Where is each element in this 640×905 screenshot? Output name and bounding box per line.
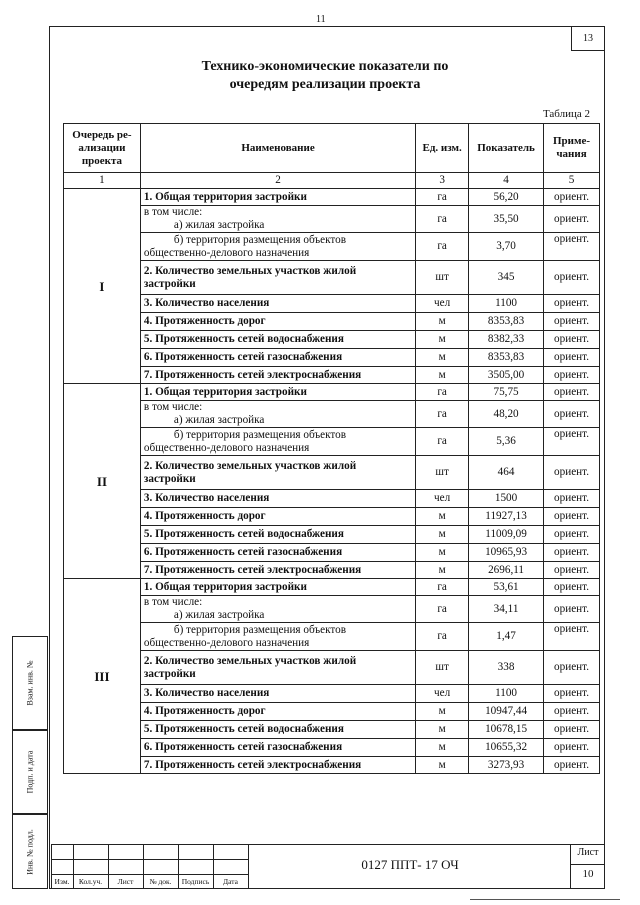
table-row (64, 579, 600, 596)
stamp-col-date: Дата (223, 877, 238, 886)
note-cell: ориент. (544, 703, 600, 721)
indicator-label: в том числе: (143, 206, 203, 218)
unit-cell: га (416, 428, 469, 456)
header-stage: Очередь ре- ализации проекта (64, 124, 141, 173)
value-cell: 34,11 (469, 596, 544, 623)
indicator-label: 6. Протяженность сетей газоснабжения (143, 351, 343, 363)
indicator-label: 3. Количество населения (143, 687, 270, 699)
table-row (64, 313, 600, 331)
indicator-label: застройки (143, 277, 196, 290)
table-label: Таблица 2 (542, 108, 590, 120)
indicator-name (140, 313, 415, 331)
indicator-name (140, 233, 415, 261)
unit-cell: чел (416, 490, 469, 508)
unit-cell: шт (416, 261, 469, 295)
indicator-label: 4. Протяженность дорог (143, 315, 266, 327)
top-page-number: 11 (316, 14, 326, 25)
indicators-table (63, 123, 600, 774)
indicator-label: 1. Общая территория застройки (143, 385, 307, 398)
value-cell: 345 (469, 261, 544, 295)
table-row (64, 401, 600, 428)
note-cell: ориент. (544, 456, 600, 490)
unit-cell: м (416, 544, 469, 562)
header-notes: Приме- чания (544, 124, 600, 173)
note-cell: ориент. (544, 579, 600, 596)
value-cell: 56,20 (469, 189, 544, 206)
value-cell: 1100 (469, 685, 544, 703)
indicator-label: 1. Общая территория застройки (143, 190, 307, 203)
indicator-label: б) территория размещения объектов (173, 428, 347, 441)
value-cell: 464 (469, 456, 544, 490)
col-number: 5 (544, 173, 600, 189)
indicator-name (140, 739, 415, 757)
indicator-label: в том числе: (143, 401, 203, 413)
note-cell: ориент. (544, 401, 600, 428)
indicator-name (140, 685, 415, 703)
title-line-1: Технико-экономические показатели по (201, 59, 449, 74)
indicator-label: 5. Протяженность сетей водоснабжения (143, 528, 344, 540)
value-cell: 3273,93 (469, 757, 544, 774)
indicator-label: а) жилая застройка (173, 609, 265, 621)
note-cell: ориент. (544, 233, 600, 261)
header-unit: Ед. изм. (416, 124, 469, 173)
value-cell: 10965,93 (469, 544, 544, 562)
sheet-number: 10 (582, 868, 594, 880)
unit-cell: м (416, 508, 469, 526)
indicator-label: 4. Протяженность дорог (143, 705, 266, 717)
unit-cell: м (416, 562, 469, 579)
table-row (64, 206, 600, 233)
stamp-col-sign: Подпись (181, 877, 210, 886)
value-cell: 1100 (469, 295, 544, 313)
unit-cell: чел (416, 295, 469, 313)
indicator-name (140, 490, 415, 508)
unit-cell: чел (416, 685, 469, 703)
table-row (64, 295, 600, 313)
note-cell: ориент. (544, 721, 600, 739)
document-title (120, 58, 530, 94)
stage-cell: I (64, 189, 141, 384)
indicator-label: 2. Количество земельных участков жилой (143, 264, 357, 277)
unit-cell: м (416, 331, 469, 349)
indicator-label: а) жилая застройка (173, 414, 265, 426)
note-cell: ориент. (544, 331, 600, 349)
indicator-name (140, 596, 415, 623)
document-code: 0127 ППТ- 17 ОЧ (361, 857, 459, 872)
indicator-label: 7. Протяженность сетей электроснабжения (143, 563, 362, 576)
col-number: 2 (140, 173, 415, 189)
indicator-name (140, 331, 415, 349)
note-cell: ориент. (544, 384, 600, 401)
indicator-label: 1. Общая территория застройки (143, 580, 307, 593)
note-cell: ориент. (544, 261, 600, 295)
side-label: Взам. инв. № (25, 660, 35, 706)
unit-cell: м (416, 739, 469, 757)
unit-cell: га (416, 206, 469, 233)
side-label: Подп. и дата (25, 750, 35, 794)
indicator-label: 7. Протяженность сетей электроснабжения (143, 368, 362, 381)
value-cell: 10947,44 (469, 703, 544, 721)
indicator-name (140, 295, 415, 313)
note-cell: ориент. (544, 651, 600, 685)
unit-cell: га (416, 189, 469, 206)
value-cell: 35,50 (469, 206, 544, 233)
table-row (64, 562, 600, 579)
unit-cell: га (416, 233, 469, 261)
value-cell: 8353,83 (469, 349, 544, 367)
value-cell: 10655,32 (469, 739, 544, 757)
value-cell: 2696,11 (469, 562, 544, 579)
indicator-name (140, 579, 415, 596)
indicator-name (140, 703, 415, 721)
value-cell: 75,75 (469, 384, 544, 401)
note-cell: ориент. (544, 757, 600, 774)
indicator-label: общественно-делового назначения (143, 636, 310, 649)
indicator-label: 3. Количество населения (143, 297, 270, 309)
unit-cell: шт (416, 456, 469, 490)
table-row (64, 261, 600, 295)
note-cell: ориент. (544, 367, 600, 384)
value-cell: 338 (469, 651, 544, 685)
value-cell: 8382,33 (469, 331, 544, 349)
table-row (64, 233, 600, 261)
value-cell: 53,61 (469, 579, 544, 596)
indicator-name (140, 428, 415, 456)
indicator-name (140, 367, 415, 384)
side-inv-zam (12, 636, 48, 730)
stage-cell: II (64, 384, 141, 579)
table-row (64, 685, 600, 703)
unit-cell: га (416, 623, 469, 651)
note-cell: ориент. (544, 544, 600, 562)
table-row (64, 757, 600, 774)
indicator-name (140, 508, 415, 526)
indicator-name (140, 189, 415, 206)
note-cell: ориент. (544, 349, 600, 367)
unit-cell: м (416, 721, 469, 739)
value-cell: 11009,09 (469, 526, 544, 544)
note-cell: ориент. (544, 739, 600, 757)
header-name: Наименование (140, 124, 415, 173)
unit-cell: шт (416, 651, 469, 685)
indicator-label: б) территория размещения объектов (173, 233, 347, 246)
unit-cell: м (416, 313, 469, 331)
header-row (64, 124, 600, 173)
indicator-name (140, 456, 415, 490)
table-row (64, 490, 600, 508)
indicator-label: в том числе: (143, 596, 203, 608)
value-cell: 5,36 (469, 428, 544, 456)
indicator-name (140, 721, 415, 739)
indicator-name (140, 562, 415, 579)
table-row (64, 456, 600, 490)
note-cell: ориент. (544, 526, 600, 544)
table-row (64, 349, 600, 367)
value-cell: 3,70 (469, 233, 544, 261)
indicator-label: 6. Протяженность сетей газоснабжения (143, 741, 343, 753)
side-inv-podl (12, 814, 48, 889)
indicator-label: 7. Протяженность сетей электроснабжения (143, 758, 362, 771)
indicator-name (140, 526, 415, 544)
indicator-name (140, 349, 415, 367)
indicator-name (140, 384, 415, 401)
note-cell: ориент. (544, 685, 600, 703)
note-cell: ориент. (544, 206, 600, 233)
table-row (64, 331, 600, 349)
table-row (64, 703, 600, 721)
unit-cell: м (416, 703, 469, 721)
indicator-label: 2. Количество земельных участков жилой (143, 459, 357, 472)
unit-cell: м (416, 349, 469, 367)
header-value: Показатель (469, 124, 544, 173)
indicator-label: 5. Протяженность сетей водоснабжения (143, 723, 344, 735)
indicator-label: 6. Протяженность сетей газоснабжения (143, 546, 343, 558)
indicator-name (140, 206, 415, 233)
indicator-name (140, 623, 415, 651)
indicator-name (140, 651, 415, 685)
unit-cell: м (416, 757, 469, 774)
value-cell: 1500 (469, 490, 544, 508)
table-row (64, 367, 600, 384)
value-cell: 3505,00 (469, 367, 544, 384)
table-row (64, 721, 600, 739)
value-cell: 11927,13 (469, 508, 544, 526)
table-row (64, 428, 600, 456)
note-cell: ориент. (544, 428, 600, 456)
indicator-name (140, 401, 415, 428)
col-number: 3 (416, 173, 469, 189)
indicator-label: застройки (143, 472, 196, 485)
table-row (64, 739, 600, 757)
note-cell: ориент. (544, 508, 600, 526)
col-number: 1 (64, 173, 141, 189)
unit-cell: га (416, 401, 469, 428)
table-row (64, 651, 600, 685)
indicator-label: общественно-делового назначения (143, 246, 310, 259)
note-cell: ориент. (544, 313, 600, 331)
stamp-col-kol: Кол.уч. (78, 877, 103, 886)
value-cell: 48,20 (469, 401, 544, 428)
stamp-col-izm: Изм. (54, 877, 70, 886)
column-numbers-row (64, 173, 600, 189)
indicator-label: б) территория размещения объектов (173, 623, 347, 636)
page-number-box: 13 (571, 26, 604, 51)
stage-cell: III (64, 579, 141, 774)
note-cell: ориент. (544, 623, 600, 651)
sheet-label: Лист (577, 847, 599, 858)
value-cell: 10678,15 (469, 721, 544, 739)
value-cell: 8353,83 (469, 313, 544, 331)
table-row (64, 596, 600, 623)
indicator-label: застройки (143, 667, 196, 680)
indicator-label: общественно-делового назначения (143, 441, 310, 454)
col-number: 4 (469, 173, 544, 189)
unit-cell: м (416, 367, 469, 384)
indicator-label: 2. Количество земельных участков жилой (143, 654, 357, 667)
table-row (64, 508, 600, 526)
bottom-line (470, 899, 620, 900)
note-cell: ориент. (544, 490, 600, 508)
indicator-name (140, 757, 415, 774)
unit-cell: га (416, 596, 469, 623)
indicator-label: 4. Протяженность дорог (143, 510, 266, 522)
table-row (64, 526, 600, 544)
unit-cell: га (416, 384, 469, 401)
value-cell: 1,47 (469, 623, 544, 651)
indicator-name (140, 544, 415, 562)
indicator-label: 3. Количество населения (143, 492, 270, 504)
note-cell: ориент. (544, 596, 600, 623)
note-cell: ориент. (544, 295, 600, 313)
stamp-col-doc: № док. (149, 877, 172, 886)
side-sign-date (12, 730, 48, 814)
table-row (64, 189, 600, 206)
table-row (64, 623, 600, 651)
unit-cell: м (416, 526, 469, 544)
indicator-label: а) жилая застройка (173, 219, 265, 231)
indicator-name (140, 261, 415, 295)
table-row (64, 384, 600, 401)
note-cell: ориент. (544, 189, 600, 206)
unit-cell: га (416, 579, 469, 596)
table-row (64, 544, 600, 562)
indicator-label: 5. Протяженность сетей водоснабжения (143, 333, 344, 345)
note-cell: ориент. (544, 562, 600, 579)
title-line-2: очередям реализации проекта (229, 77, 421, 92)
stamp-col-list: Лист (117, 877, 134, 886)
side-label: Инв. № подл. (25, 828, 35, 875)
